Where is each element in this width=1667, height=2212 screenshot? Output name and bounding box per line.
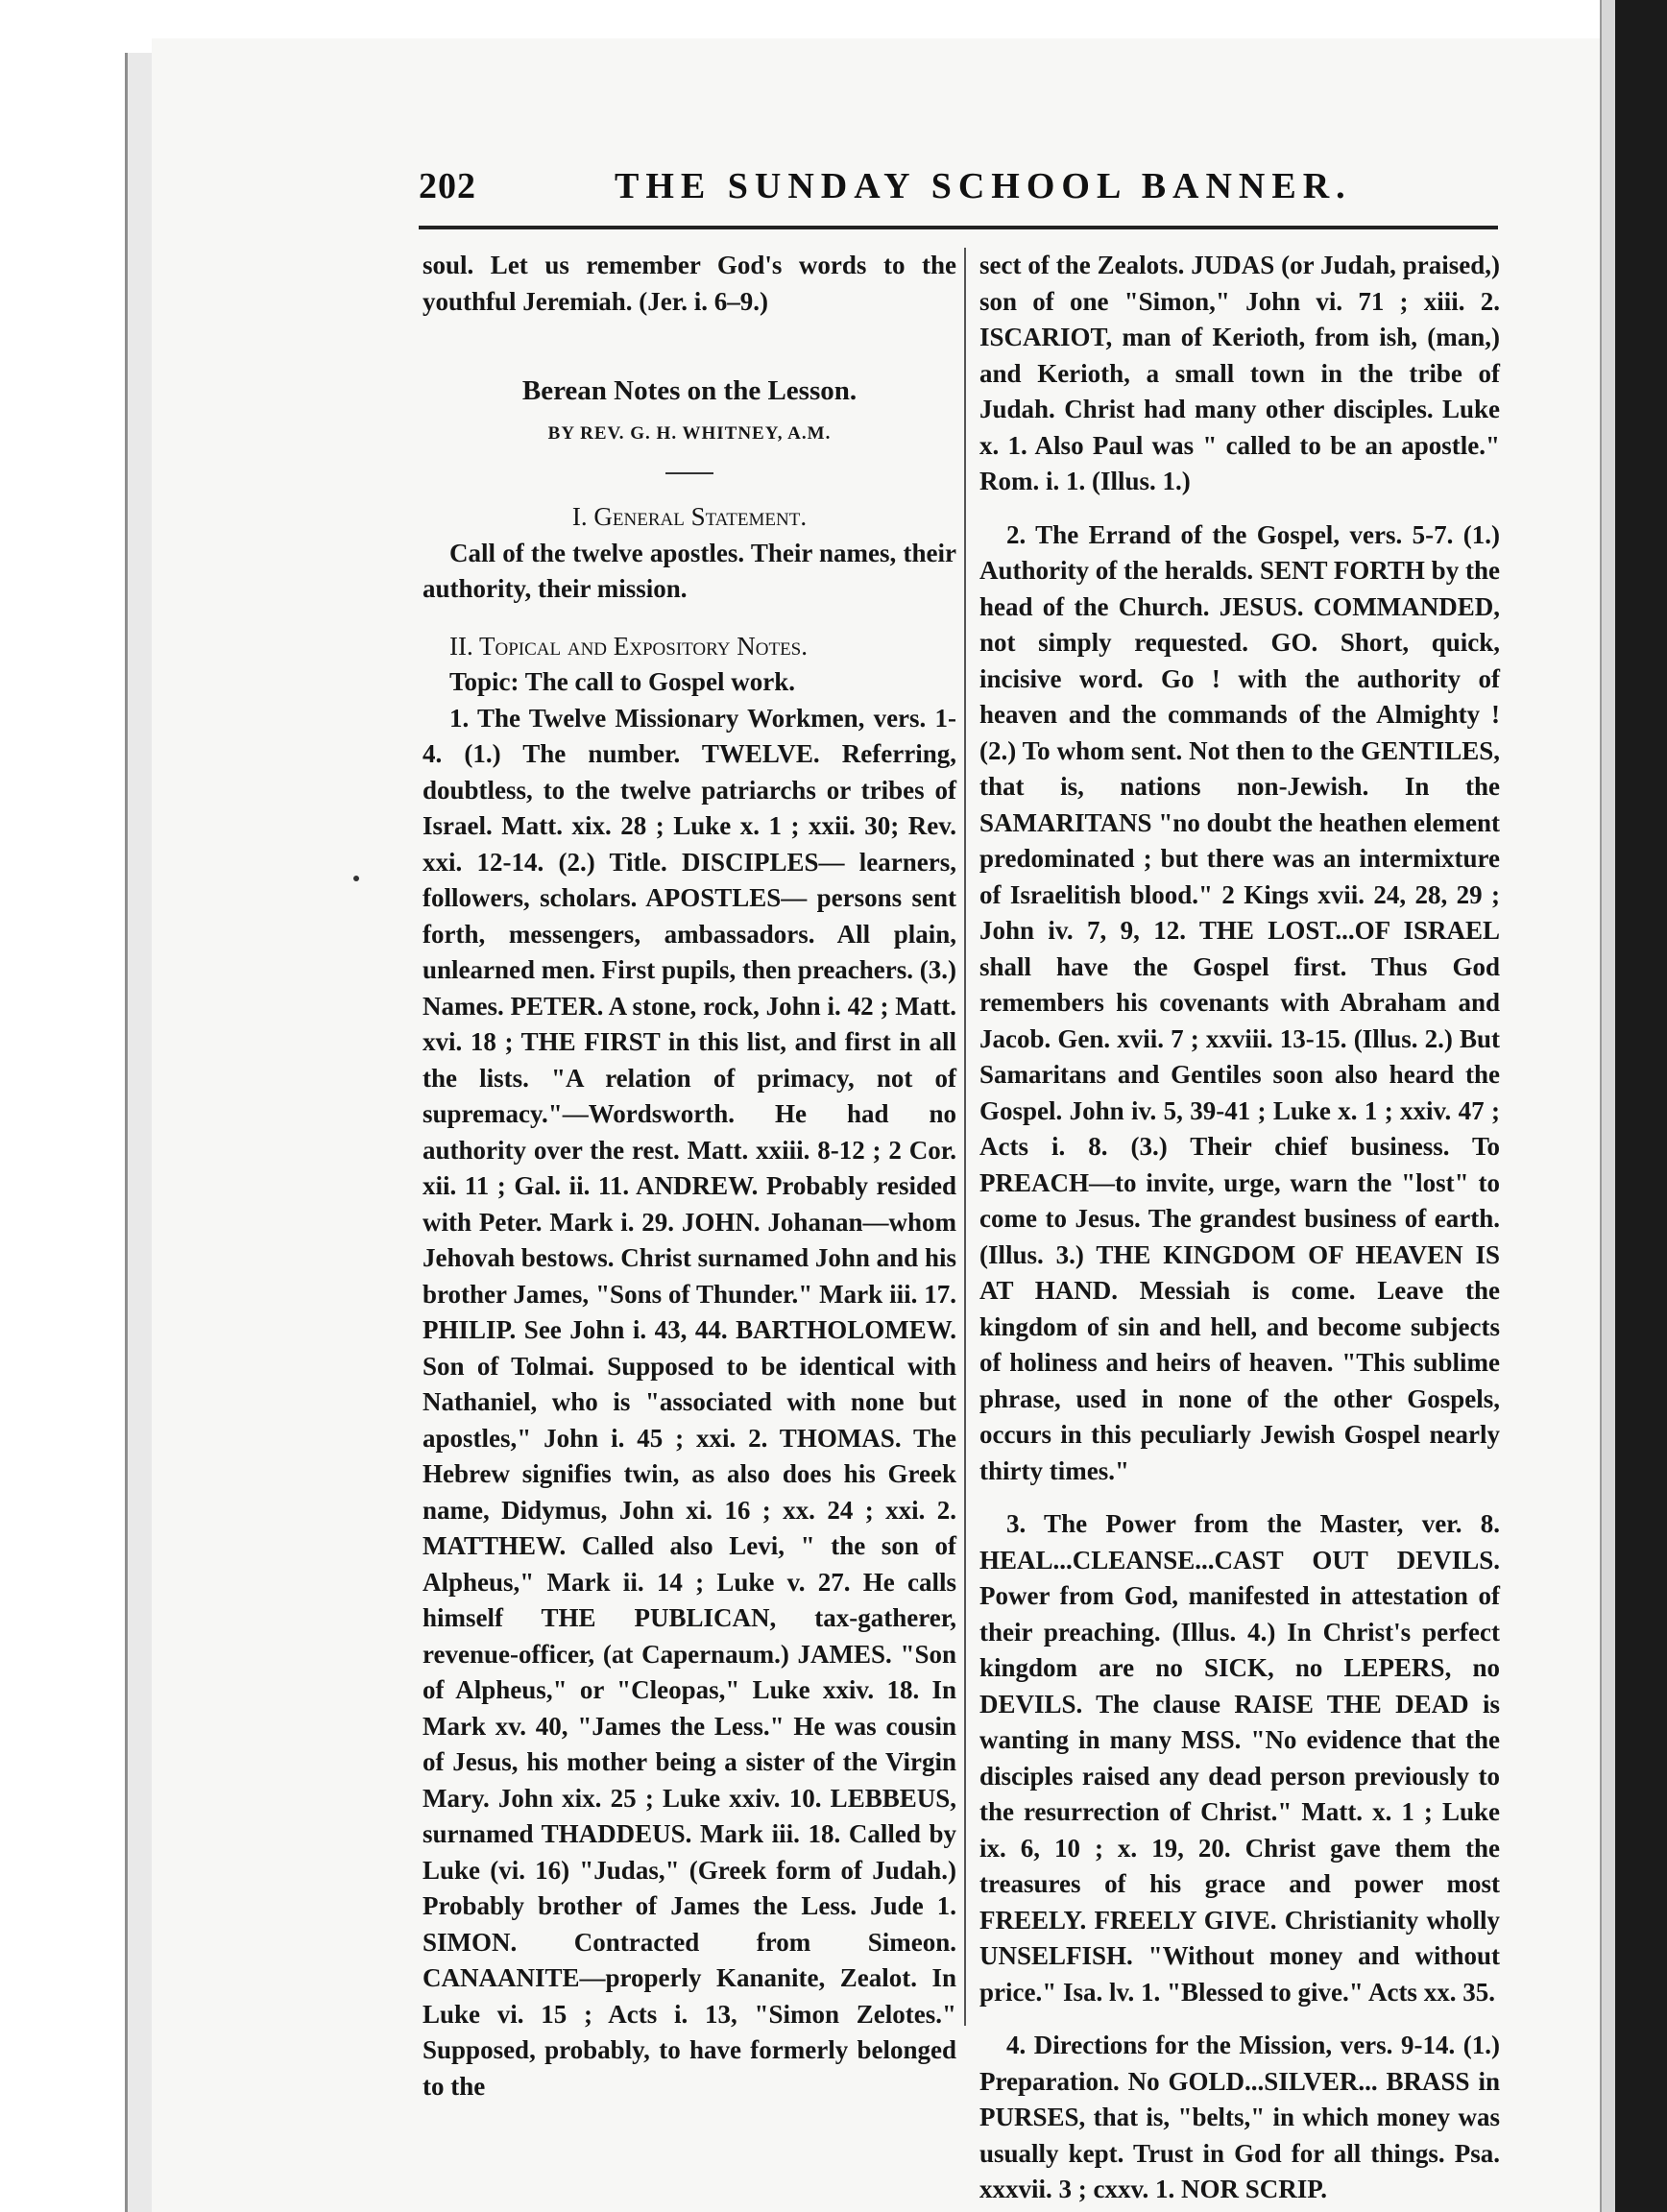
paragraph-general-statement: Call of the twelve apostles. Their names, their authority, their mission. xyxy=(423,538,956,603)
paragraph-missionary-workmen: 1. The Twelve Missionary Workmen, vers. 1-4. (1.) The number. TWELVE. Referring, doubtless, to the twelve patriarchs or tribes of Israel. Matt. xix. 28 ; Luke x. 1 ; xxii. 30; Rev. xxi. 12-14. (2.) Title. DISCIPLES— learners, followers, scholars. APOSTLES— persons sent forth, messengers, ambassadors. All plain, unlearned men. First pupils, then preachers. (3.) Names. PETER. A stone, rock, John i. 42 ; Matt. xvi. 18 ; THE FIRST in this list, and first in all the lists. "A relation of primacy, not of supremacy."—Wordsworth. He had no authority over the rest. Matt. xxiii. 8-12 ; 2 Cor. xii. 11 ; Gal. ii. 11. ANDREW. Probably resided with Peter. Mark i. 29. JOHN. Johanan—whom Jehovah bestows. Christ surnamed John and his brother James, "Sons of Thunder." Mark iii. 17. PHILIP. See John i. 43, 44. BARTHOLOMEW. Son of Tolmai. Supposed to be identical with Nathaniel, who is "associated with none but apostles," John i. 45 ; xxi. 2. THOMAS. The Hebrew signifies twin, as also does his Greek name, Didymus, John xi. 16 ; xx. 24 ; xxi. 2. MATTHEW. Called also Levi, " the son of Alpheus," Mark ii. 14 ; Luke v. 27. He calls himself THE PUBLICAN, tax-gatherer, revenue-officer, (at Capernaum.) JAMES. "Son of Alpheus," or "Cleopas," Luke xxiv. 18. In Mark xv. 40, "James the Less." He was cousin of Jesus, his mother being a sister of the Virgin Mary. John xix. 25 ; Luke xxiv. 10. LEBBEUS, surnamed THADDEUS. Mark iii. 18. Called by Luke (vi. 16) "Judas," (Greek form of Judah.) Probably brother of James the Less. Jude 1. SIMON. Contracted from Simeon. CANAANITE—properly Kananite, Zealot. In Luke vi. 15 ; Acts i. 13, "Simon Zelotes." Supposed, probably, to have formerly belonged to the xyxy=(423,703,957,2101)
paragraph-power-from-master: 3. The Power from the Master, ver. 8. HEAL...CLEANSE...CAST OUT DEVILS. Power from God, manifested in attestation of their preaching. (Illus. 4.) In Christ's perfect kingdom are no SICK, no LEPERS, no DEVILS. The clause RAISE THE DEAD is wanting in many MSS. "No evidence that the disciples raised any dead person previously to the resurrection of Christ." Matt. x. 1 ; Luke ix. 6, 10 ; x. 19, 20. Christ gave them the treasures of his grace and power most FREELY. FREELY GIVE. Christianity wholly UNSELFISH. "Without money and without price." Isa. lv. 1. "Blessed to give." Acts xx. 35. xyxy=(979,1509,1500,2007)
paragraph-directions-mission: 4. Directions for the Mission, vers. 9-14. (1.) Preparation. No GOLD...SILVER... BRASS in PURSES, that is, "belts," in which money was usually kept. Trust in God for all things. Psa. xxxvii. 3 ; cxxv. 1. NOR SCRIP. xyxy=(979,2031,1500,2203)
scanner-dark-edge xyxy=(1613,0,1667,2212)
page-edge-right xyxy=(1600,0,1615,2212)
subheading-topical-notes: II. Topical and Expository Notes. xyxy=(449,631,808,661)
running-title: THE SUNDAY SCHOOL BANNER. xyxy=(615,166,1352,206)
short-rule xyxy=(665,472,713,474)
margin-dot xyxy=(353,876,359,881)
subheading-general-statement: I. General Statement. xyxy=(571,502,808,531)
left-column xyxy=(423,248,956,2104)
paragraph-topic: Topic: The call to Gospel work. xyxy=(449,667,796,696)
paragraph-continuation: soul. Let us remember God's words to the youthful Jeremiah. (Jer. i. 6–9.) xyxy=(423,251,956,316)
paragraph-gap xyxy=(979,1489,1500,1506)
paragraph-errand-of-gospel: 2. The Errand of the Gospel, vers. 5-7. (1.) Authority of the heralds. SENT FORTH by the head of the Church. JESUS. COMMANDED, not simply requested. GO. Short, quick, incisive word. Go ! with the authority of heaven and the commands of the Almighty ! (2.) To whom sent. Not then to the GENTILES, that is, nations non-Jewish. In the SAMARITANS "no doubt the heathen element predominated ; but there was an intermixture of Israelitish blood." 2 Kings xvii. 24, 28, 29 ; John iv. 7, 9, 12. THE LOST...OF ISRAEL shall have the Gospel first. Thus God remembers his covenants with Abraham and Jacob. Gen. xvii. 7 ; xxviii. 13-15. (Illus. 2.) But Samaritans and Gentiles soon also heard the Gospel. John iv. 5, 39-41 ; Luke x. 1 ; xxiv. 47 ; Acts i. 8. (3.) Their chief business. To PREACH—to invite, urge, warn the "lost" to come to Jesus. The grandest business of earth. (Illus. 3.) THE KINGDOM OF HEAVEN IS AT HAND. Messiah is come. Leave the kingdom of sin and hell, and become subjects of holiness and heirs of heaven. "This sublime phrase, used in none of the other Gospels, occurs in this peculiarly Jewish Gospel nearly thirty times." xyxy=(979,519,1500,1485)
paragraph-continuation: sect of the Zealots. JUDAS (or Judah, praised,) son of one "Simon," John vi. 71 ; xiii. 2. ISCARIOT, man of Kerioth, from ish, (man,) and Kerioth, a small town in the tribe of Judah. Christ had many other disciples. Luke x. 1. Also Paul was " called to be an apostle." Rom. i. 1. (Illus. 1.) xyxy=(979,251,1500,495)
byline: BY REV. G. H. WHITNEY, A.M. xyxy=(547,422,832,444)
page-number: 202 xyxy=(419,166,476,206)
paragraph-gap xyxy=(979,500,1500,517)
paragraph-gap xyxy=(979,2010,1500,2028)
header-rule xyxy=(419,226,1498,229)
column-divider xyxy=(964,248,966,2026)
right-column xyxy=(979,248,1500,2208)
section-heading: Berean Notes on the Lesson. xyxy=(521,375,858,406)
